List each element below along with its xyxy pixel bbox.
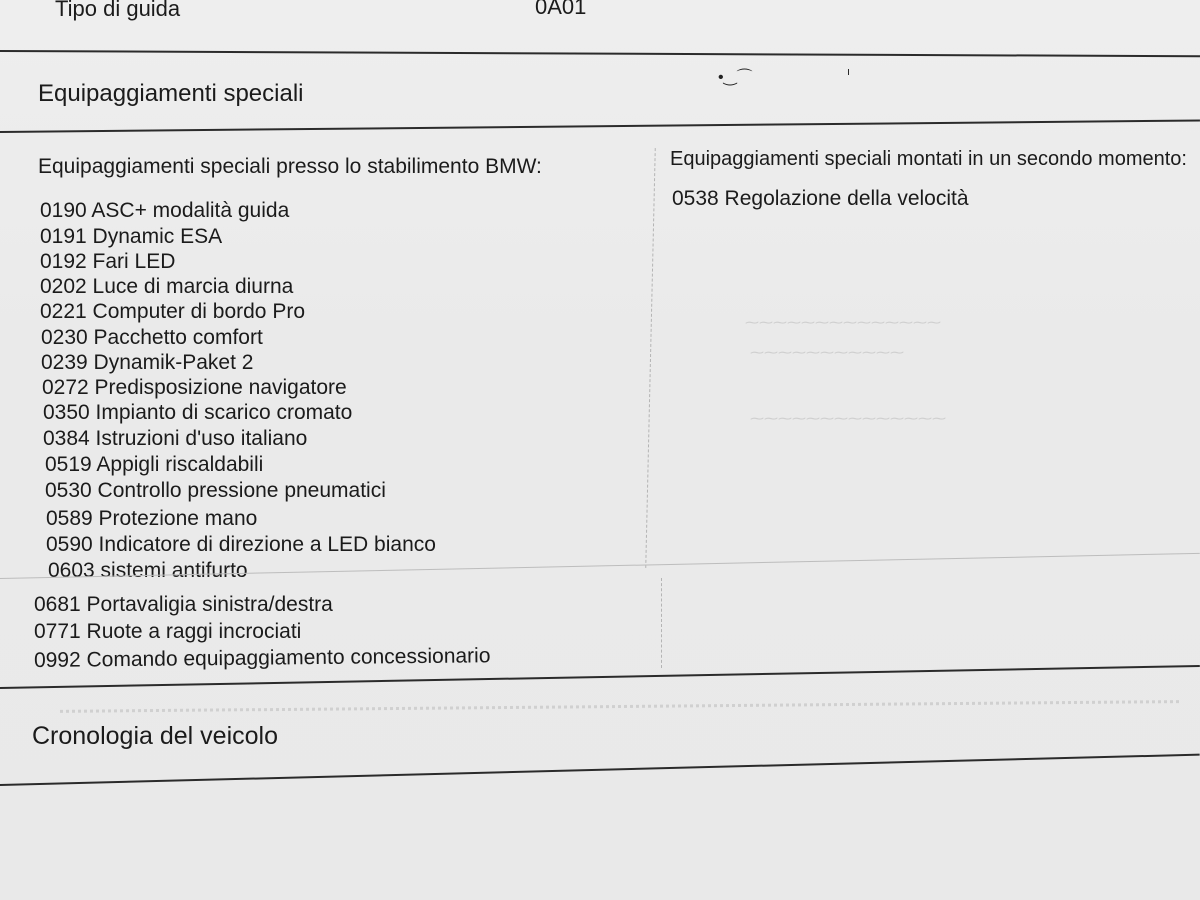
list-item: 0384 Istruzioni d'uso italiano <box>43 427 308 450</box>
retrofit-heading: Equipaggiamenti speciali montati in un secondo momento: <box>670 148 1187 170</box>
handwritten-mark: •‿⌒ <box>718 69 753 86</box>
list-item: 0350 Impianto di scarico cromato <box>43 401 353 424</box>
history-divider <box>0 754 1200 786</box>
bleed-through-mark: ⁓⁓⁓⁓⁓⁓⁓⁓⁓⁓⁓ <box>750 344 904 360</box>
list-item: 0681 Portavaligia sinistra/destra <box>34 593 333 616</box>
factory-heading: Equipaggiamenti speciali presso lo stabilimento BMW: <box>38 155 542 178</box>
retrofit-item: 0538 Regolazione della velocità <box>672 187 969 210</box>
list-item: 0191 Dynamic ESA <box>40 225 223 248</box>
drive-type-label: Tipo di guida <box>55 0 181 21</box>
list-item: 0603 sistemi antifurto <box>48 559 248 582</box>
list-item: 0992 Comando equipaggiamento concessionario <box>33 644 491 672</box>
section-title-history: Cronologia del veicolo <box>32 722 278 750</box>
bleed-through-mark: ⁓⁓⁓⁓⁓⁓⁓⁓⁓⁓⁓⁓⁓⁓ <box>745 314 941 330</box>
bleed-through-mark: ⁓⁓⁓⁓⁓⁓⁓⁓⁓⁓⁓⁓⁓⁓ <box>750 410 946 426</box>
list-item: 0202 Luce di marcia diurna <box>40 275 294 298</box>
column-divider-lower <box>661 578 662 668</box>
list-item: 0589 Protezione mano <box>46 507 258 530</box>
list-item: 0190 ASC+ modalità guida <box>40 199 290 222</box>
list-item: 0272 Predisposizione navigatore <box>42 376 347 399</box>
drive-type-value: 0A01 <box>535 0 587 19</box>
list-item: 0771 Ruote a raggi incrociati <box>34 620 302 643</box>
list-item: 0192 Fari LED <box>40 250 176 273</box>
list-item: 0221 Computer di bordo Pro <box>40 300 305 323</box>
column-divider <box>645 148 656 568</box>
handwritten-tick: ı <box>847 66 851 78</box>
section-title-special-equipment: Equipaggiamenti speciali <box>38 80 304 107</box>
list-item: 0230 Pacchetto comfort <box>41 326 263 349</box>
section-divider <box>0 119 1200 133</box>
list-item: 0519 Appigli riscaldabili <box>45 453 264 476</box>
list-item: 0530 Controllo pressione pneumatici <box>45 479 386 502</box>
header-divider <box>0 50 1200 57</box>
list-item: 0239 Dynamik-Paket 2 <box>41 351 254 374</box>
printer-smudge <box>60 700 1180 713</box>
list-item: 0590 Indicatore di direzione a LED bianco <box>46 533 436 556</box>
